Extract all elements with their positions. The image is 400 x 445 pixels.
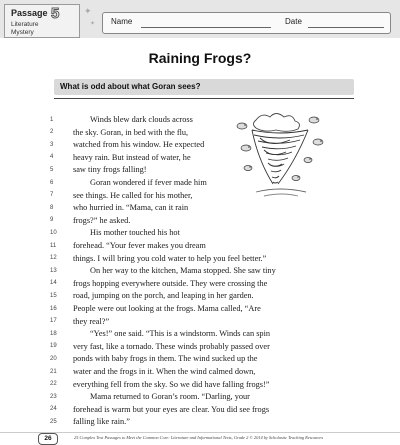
story-line: water and the frogs in it. When the wind calmed down, [73,367,256,376]
star-icon: ✦ [84,6,92,16]
story-line: On her way to the kitchen, Mama stopped. She saw tiny [90,266,276,276]
line-number: 10 [50,229,57,236]
line-number: 16 [50,305,57,312]
line-number: 20 [50,355,57,362]
story-line: everything fell from the sky. So we did have falling frogs!” [73,379,270,389]
line-number: 23 [50,393,57,400]
story-line: see things. He called for his mother, [73,190,193,200]
story-line: ponds with baby frogs in them. The wind sucked up the [73,354,258,364]
tornado-frogs-illustration [234,108,326,208]
story-line: Mama returned to Goran’s room. “Darling, your [90,392,250,402]
story-line: frogs hopping everywhere outside. They were crossing the [73,278,268,288]
line-number: 12 [50,255,57,262]
line-number: 8 [50,204,54,211]
copyright-credit: 25 Complex Text Passages to Meet the Common Core: Literature and Informational Texts, Grade 2 © 2014 by Scholastic Teaching Resources [74,435,324,440]
passage-box [4,4,80,38]
story-line: saw tiny frogs falling! [73,165,147,175]
story-line: “Yes!” one said. “This is a windstorm. Winds can spin [90,329,271,339]
story-line: the sky. Goran, in bed with the flu, [73,127,189,137]
line-number: 6 [50,179,54,186]
story-line: very fast, like a tornado. These winds probably passed over [73,341,270,351]
story-line: Winds blew dark clouds across [90,115,193,124]
date-field[interactable] [308,27,384,28]
story-line: they real?” [73,316,110,326]
line-number: 5 [50,166,54,173]
story-line: road, jumping on the porch, and leaping in her garden. [73,291,254,301]
question-text: What is odd about what Goran sees? [60,82,201,91]
story-line: People were out looking at the frogs. Mama called, “Are [73,304,261,313]
story-line: watched from his window. He expected [73,140,205,150]
date-label: Date [285,17,302,26]
line-number: 17 [50,318,57,325]
story-line: who hurried in. “Mama, can it rain [73,203,189,213]
line-number: 2 [50,129,54,136]
line-number: 15 [50,292,57,299]
passage-label: Passage [11,8,48,18]
line-number: 21 [50,368,57,375]
story-line: forehead is warm but your eyes are clear. You did see frogs [73,404,270,414]
passage-number: 5 [51,5,60,22]
line-number: 9 [50,217,54,224]
line-number: 1 [50,116,54,123]
line-number: 24 [50,406,57,413]
line-number: 19 [50,343,57,350]
story-line: forehead. “Your fever makes you dream [73,241,206,250]
genre-label: Literature [11,21,39,28]
line-number: 13 [50,267,57,274]
line-number: 3 [50,141,54,148]
question-box [54,79,354,95]
story-line: heavy rain. But instead of water, he [73,152,191,162]
line-number: 18 [50,330,57,337]
question-answer-line [54,98,354,99]
story-line: things. I will bring you cold water to help you feel better.” [73,253,267,263]
footer-rule [0,432,400,433]
line-number: 25 [50,418,57,425]
story-line: Goran wondered if fever made him [90,178,207,187]
line-number: 14 [50,280,57,287]
name-date-bar [102,12,391,34]
page-number: 26 [38,433,58,445]
line-number: 7 [50,192,54,199]
story-line: frogs?” he asked. [73,215,131,225]
line-number: 22 [50,381,57,388]
name-label: Name [111,17,133,26]
star-icon: ✦ [90,21,96,27]
story-title: Raining Frogs? [148,50,252,66]
line-number: 4 [50,154,54,161]
story-line: His mother touched his hot [90,228,180,238]
line-number: 11 [50,242,57,249]
name-field[interactable] [141,27,271,28]
story-line: falling like rain.” [73,417,130,427]
subgenre-label: Mystery [11,29,34,36]
